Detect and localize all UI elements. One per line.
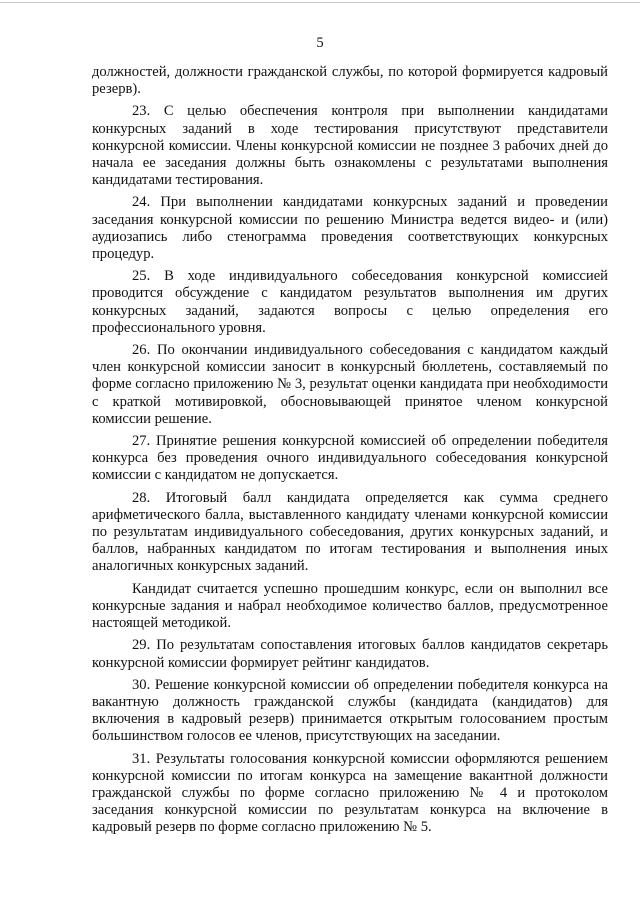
paragraph-31: 31. Результаты голосования конкурсной комиссии оформляются решением конкурсной комиссии по итогам конкурса на замещение вакантной должности гражданской службы по форме согласно приложению № 4 и протоколом заседания конкурсной комиссии по результатам конкурса на включение в кадровый резерв по форме согласно приложению № 5.: [92, 750, 608, 836]
scan-edge-line: [0, 2, 640, 3]
paragraph-28: 28. Итоговый балл кандидата определяется как сумма среднего арифметического балла, выставленного кандидату членами конкурсной комиссии по результатам индивидуального собеседования, других конкурсных заданий, и баллов, набранных кандидатом по итогам тестирования и выполнения иных аналогичных конкурсных заданий.: [92, 489, 608, 575]
document-body: [92, 64, 608, 842]
paragraph-24: 24. При выполнении кандидатами конкурсных заданий и проведении заседания конкурсной комиссии по решению Министра ведется видео- и (или) аудиозапись либо стенограмма проведения соответствующих конкурсных процедур.: [92, 194, 608, 263]
paragraph-28-note: Кандидат считается успешно прошедшим конкурс, если он выполнил все конкурсные задания и набрал необходимое количество баллов, предусмотренное настоящей методикой.: [92, 580, 608, 632]
page-number: 5: [316, 35, 324, 51]
paragraph-30: 30. Решение конкурсной комиссии об определении победителя конкурса на вакантную должность гражданской службы (кандидата (кандидатов) для включения в кадровый резерв) принимается открытым голосованием простым большинством голосов ее членов, присутствующих на заседании.: [92, 676, 608, 745]
paragraph-27: 27. Принятие решения конкурсной комиссией об определении победителя конкурса без проведения очного индивидуального собеседования конкурсной комиссии с кандидатом не допускается.: [92, 433, 608, 484]
paragraph-25: 25. В ходе индивидуального собеседования конкурсной комиссией проводится обсуждение с кандидатом результатов выполнения им других конкурсных заданий, задаются вопросы с целью определения его профессионального уровня.: [92, 268, 608, 336]
paragraph-continuation: должностей, должности гражданской службы, по которой формируется кадровый резерв).: [92, 64, 608, 98]
paragraph-29: 29. По результатам сопоставления итоговых баллов кандидатов секретарь конкурсной комиссии формирует рейтинг кандидатов.: [92, 637, 608, 671]
paragraph-26: 26. По окончании индивидуального собеседования с кандидатом каждый член конкурсной комиссии заносит в конкурсный бюллетень, составляемый по форме согласно приложению № 3, результат оценки кандидата при необходимости с краткой мотивировкой, обосновывающей принятое членом конкурсной комиссии решение.: [92, 342, 608, 427]
paragraph-23: 23. С целью обеспечения контроля при выполнении кандидатами конкурсных заданий в ходе тестирования присутствуют представители конкурсной комиссии. Члены конкурсной комиссии не позднее 3 рабочих дней до начала ее заседания должны быть ознакомлены с результатами выполнения кандидатами тестирования.: [92, 103, 608, 189]
